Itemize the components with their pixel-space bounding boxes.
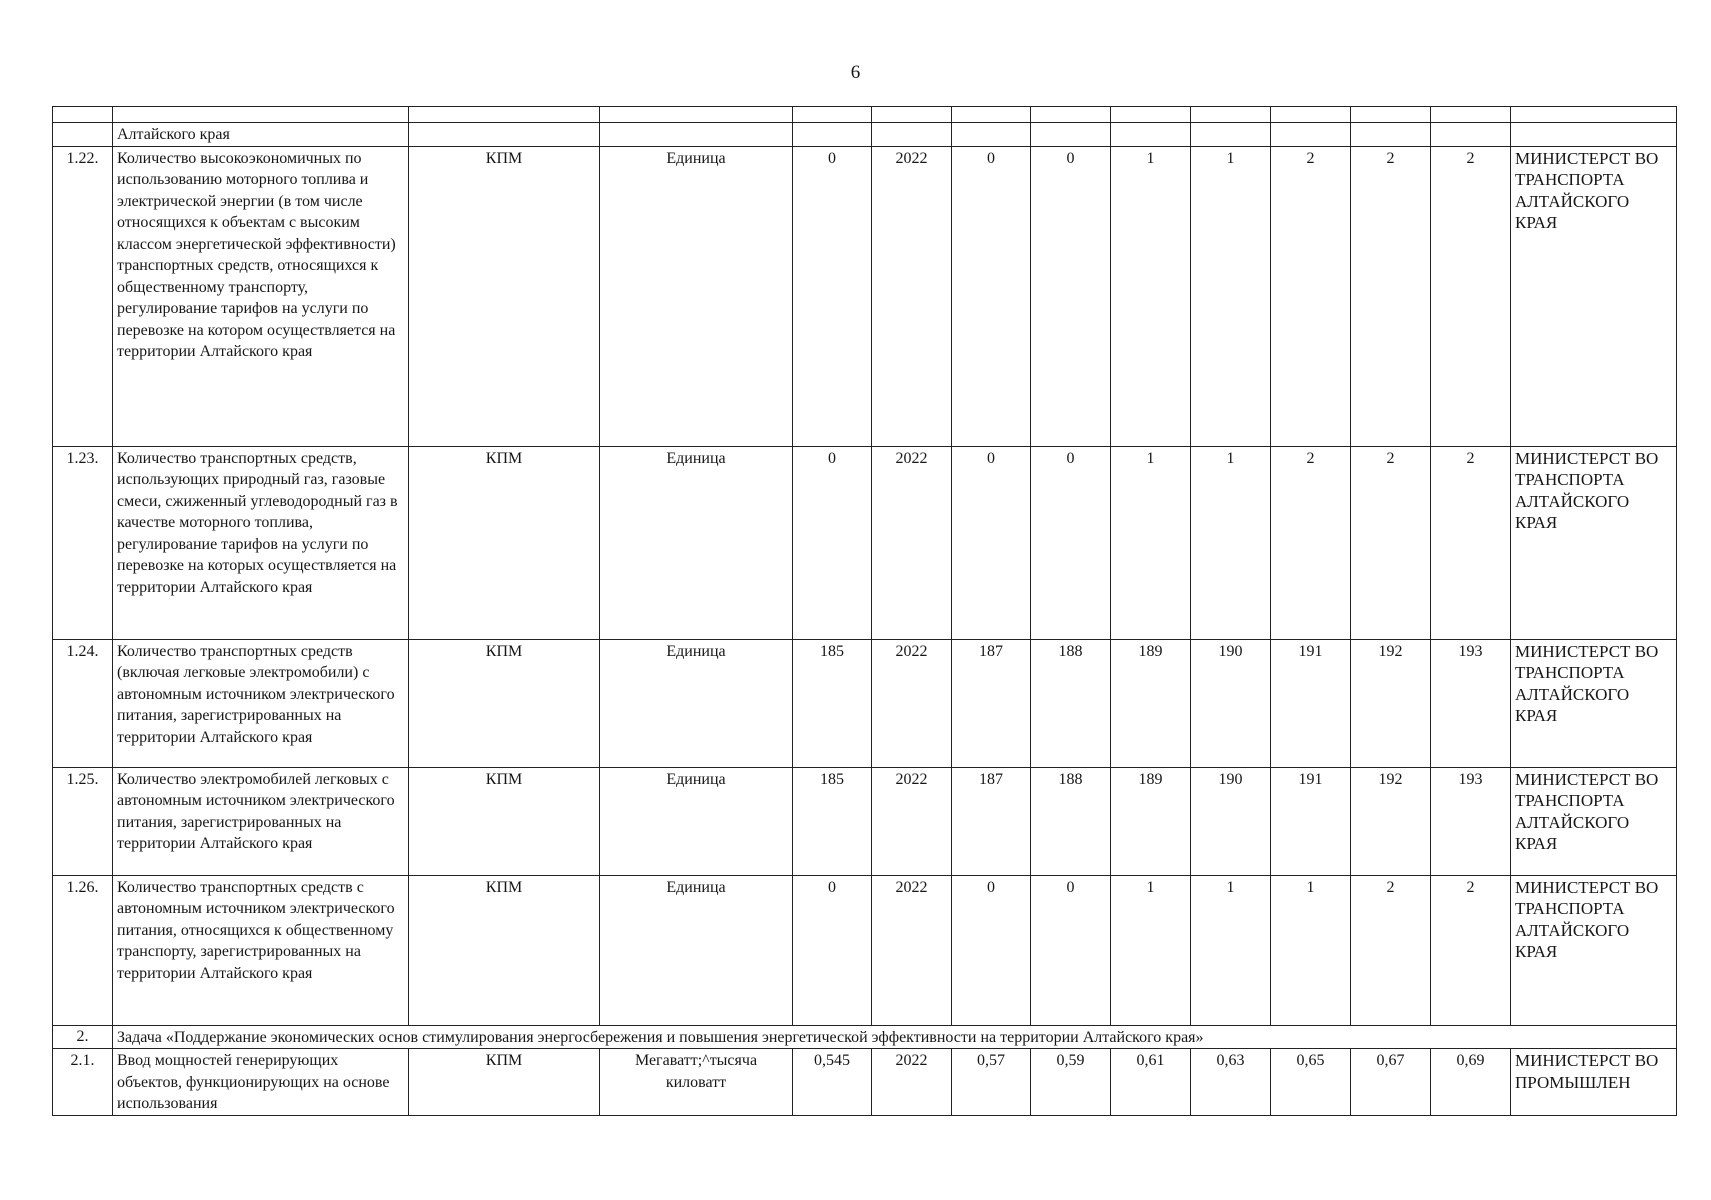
task-number: 2.: [53, 1025, 113, 1049]
value-cell: 2: [1351, 446, 1431, 639]
table-row: [53, 446, 1677, 639]
value-cell: 1: [1111, 146, 1191, 446]
row-number: 1.22.: [53, 146, 113, 446]
value-cell: 2: [1271, 146, 1351, 446]
base-value: 185: [793, 639, 872, 767]
value-cell: 1: [1191, 875, 1271, 1025]
indicators-table: [52, 106, 1677, 1116]
row-number: 1.24.: [53, 639, 113, 767]
base-value: 0,545: [793, 1049, 872, 1116]
unit-of-measure: Единица: [600, 146, 793, 446]
indicator-name: Количество транспортных средств с автономным источником электрического питания, относящихся к общественному транспорту, зарегистрированных на территории Алтайского края: [113, 875, 409, 1025]
responsible-body: МИНИСТЕРСТ ВО ТРАНСПОРТА АЛТАЙСКОГО КРАЯ: [1511, 875, 1677, 1025]
value-cell: 2: [1431, 875, 1511, 1025]
value-cell: 1: [1271, 875, 1351, 1025]
value-cell: 0: [1031, 446, 1111, 639]
base-value: 0: [793, 146, 872, 446]
base-year: 2022: [872, 146, 952, 446]
unit-of-measure: Единица: [600, 767, 793, 875]
row-number: 2.1.: [53, 1049, 113, 1116]
page-number: 6: [850, 62, 861, 83]
value-cell: 2: [1431, 146, 1511, 446]
task-row: [53, 1025, 1677, 1049]
base-value: 0: [793, 875, 872, 1025]
base-year: 2022: [872, 1049, 952, 1116]
value-cell: 191: [1271, 767, 1351, 875]
responsible-body: МИНИСТЕРСТ ВО ТРАНСПОРТА АЛТАЙСКОГО КРАЯ: [1511, 146, 1677, 446]
table-row: [53, 639, 1677, 767]
indicator-name: Количество транспортных средств, использующих природный газ, газовые смеси, сжиженный углеводородный газ в качестве моторного топлива, регулирование тарифов на услуги по перевозке на которых осуществляется на территории Алтайского края: [113, 446, 409, 639]
unit-of-measure: Единица: [600, 446, 793, 639]
value-cell: 2: [1351, 146, 1431, 446]
value-cell: 0,61: [1111, 1049, 1191, 1116]
value-cell: 192: [1351, 767, 1431, 875]
value-cell: 190: [1191, 639, 1271, 767]
value-cell: 1: [1191, 146, 1271, 446]
value-cell: 0,67: [1351, 1049, 1431, 1116]
row-number: 1.23.: [53, 446, 113, 639]
value-cell: 188: [1031, 639, 1111, 767]
value-cell: 1: [1111, 875, 1191, 1025]
unit-of-measure: Мегаватт;^тысяча киловатт: [600, 1049, 793, 1116]
value-cell: 0,63: [1191, 1049, 1271, 1116]
value-cell: 2: [1351, 875, 1431, 1025]
responsible-body: МИНИСТЕРСТ ВО ПРОМЫШЛЕН: [1511, 1049, 1677, 1116]
value-cell: 190: [1191, 767, 1271, 875]
value-cell: 189: [1111, 639, 1191, 767]
task-title: Задача «Поддержание экономических основ стимулирования энергосбережения и повышения энергетической эффективности на территории Алтайского края»: [113, 1025, 1677, 1049]
value-cell: 0,57: [952, 1049, 1031, 1116]
value-cell: 0: [952, 146, 1031, 446]
indicator-name: Количество электромобилей легковых с автономным источником электрического питания, зарегистрированных на территории Алтайского края: [113, 767, 409, 875]
unit-of-measure: Единица: [600, 875, 793, 1025]
indicator-name: Количество высокоэкономичных по использованию моторного топлива и электрической энергии (в том числе относящихся к объектам с высоким классом энергетической эффективности) транспортных средств, относящихся к общественному транспорту, регулирование тарифов на услуги по перевозке на котором осуществляется на территории Алтайского края: [113, 146, 409, 446]
indicator-type: КПМ: [409, 639, 600, 767]
row-number: 1.25.: [53, 767, 113, 875]
unit-of-measure: Единица: [600, 639, 793, 767]
base-value: 185: [793, 767, 872, 875]
value-cell: 0: [952, 875, 1031, 1025]
indicator-type: КПМ: [409, 446, 600, 639]
base-value: 0: [793, 446, 872, 639]
indicator-type: КПМ: [409, 875, 600, 1025]
base-year: 2022: [872, 639, 952, 767]
indicator-type: КПМ: [409, 767, 600, 875]
continuation-row: [53, 123, 1677, 147]
value-cell: 193: [1431, 639, 1511, 767]
row-number: 1.26.: [53, 875, 113, 1025]
value-cell: 1: [1111, 446, 1191, 639]
value-cell: 0,59: [1031, 1049, 1111, 1116]
value-cell: 1: [1191, 446, 1271, 639]
value-cell: 187: [952, 639, 1031, 767]
value-cell: 192: [1351, 639, 1431, 767]
value-cell: 193: [1431, 767, 1511, 875]
responsible-body: МИНИСТЕРСТ ВО ТРАНСПОРТА АЛТАЙСКОГО КРАЯ: [1511, 446, 1677, 639]
indicator-type: КПМ: [409, 1049, 600, 1116]
responsible-body: МИНИСТЕРСТ ВО ТРАНСПОРТА АЛТАЙСКОГО КРАЯ: [1511, 767, 1677, 875]
value-cell: 2: [1271, 446, 1351, 639]
table-row: [53, 146, 1677, 446]
value-cell: 191: [1271, 639, 1351, 767]
table-row: [53, 1049, 1677, 1116]
value-cell: 2: [1431, 446, 1511, 639]
base-year: 2022: [872, 446, 952, 639]
value-cell: 0,65: [1271, 1049, 1351, 1116]
value-cell: 0,69: [1431, 1049, 1511, 1116]
value-cell: 188: [1031, 767, 1111, 875]
base-year: 2022: [872, 767, 952, 875]
value-cell: 0: [1031, 146, 1111, 446]
table-row: [53, 767, 1677, 875]
responsible-body: МИНИСТЕРСТ ВО ТРАНСПОРТА АЛТАЙСКОГО КРАЯ: [1511, 639, 1677, 767]
value-cell: 189: [1111, 767, 1191, 875]
value-cell: 187: [952, 767, 1031, 875]
indicator-type: КПМ: [409, 146, 600, 446]
table-header-strip: [53, 107, 1677, 123]
table-row: [53, 875, 1677, 1025]
value-cell: 0: [1031, 875, 1111, 1025]
base-year: 2022: [872, 875, 952, 1025]
indicator-name: Ввод мощностей генерирующих объектов, функционирующих на основе использования: [113, 1049, 409, 1116]
indicator-name: Количество транспортных средств (включая легковые электромобили) с автономным источником электрического питания, зарегистрированных на территории Алтайского края: [113, 639, 409, 767]
value-cell: 0: [952, 446, 1031, 639]
continuation-text: Алтайского края: [113, 123, 409, 147]
